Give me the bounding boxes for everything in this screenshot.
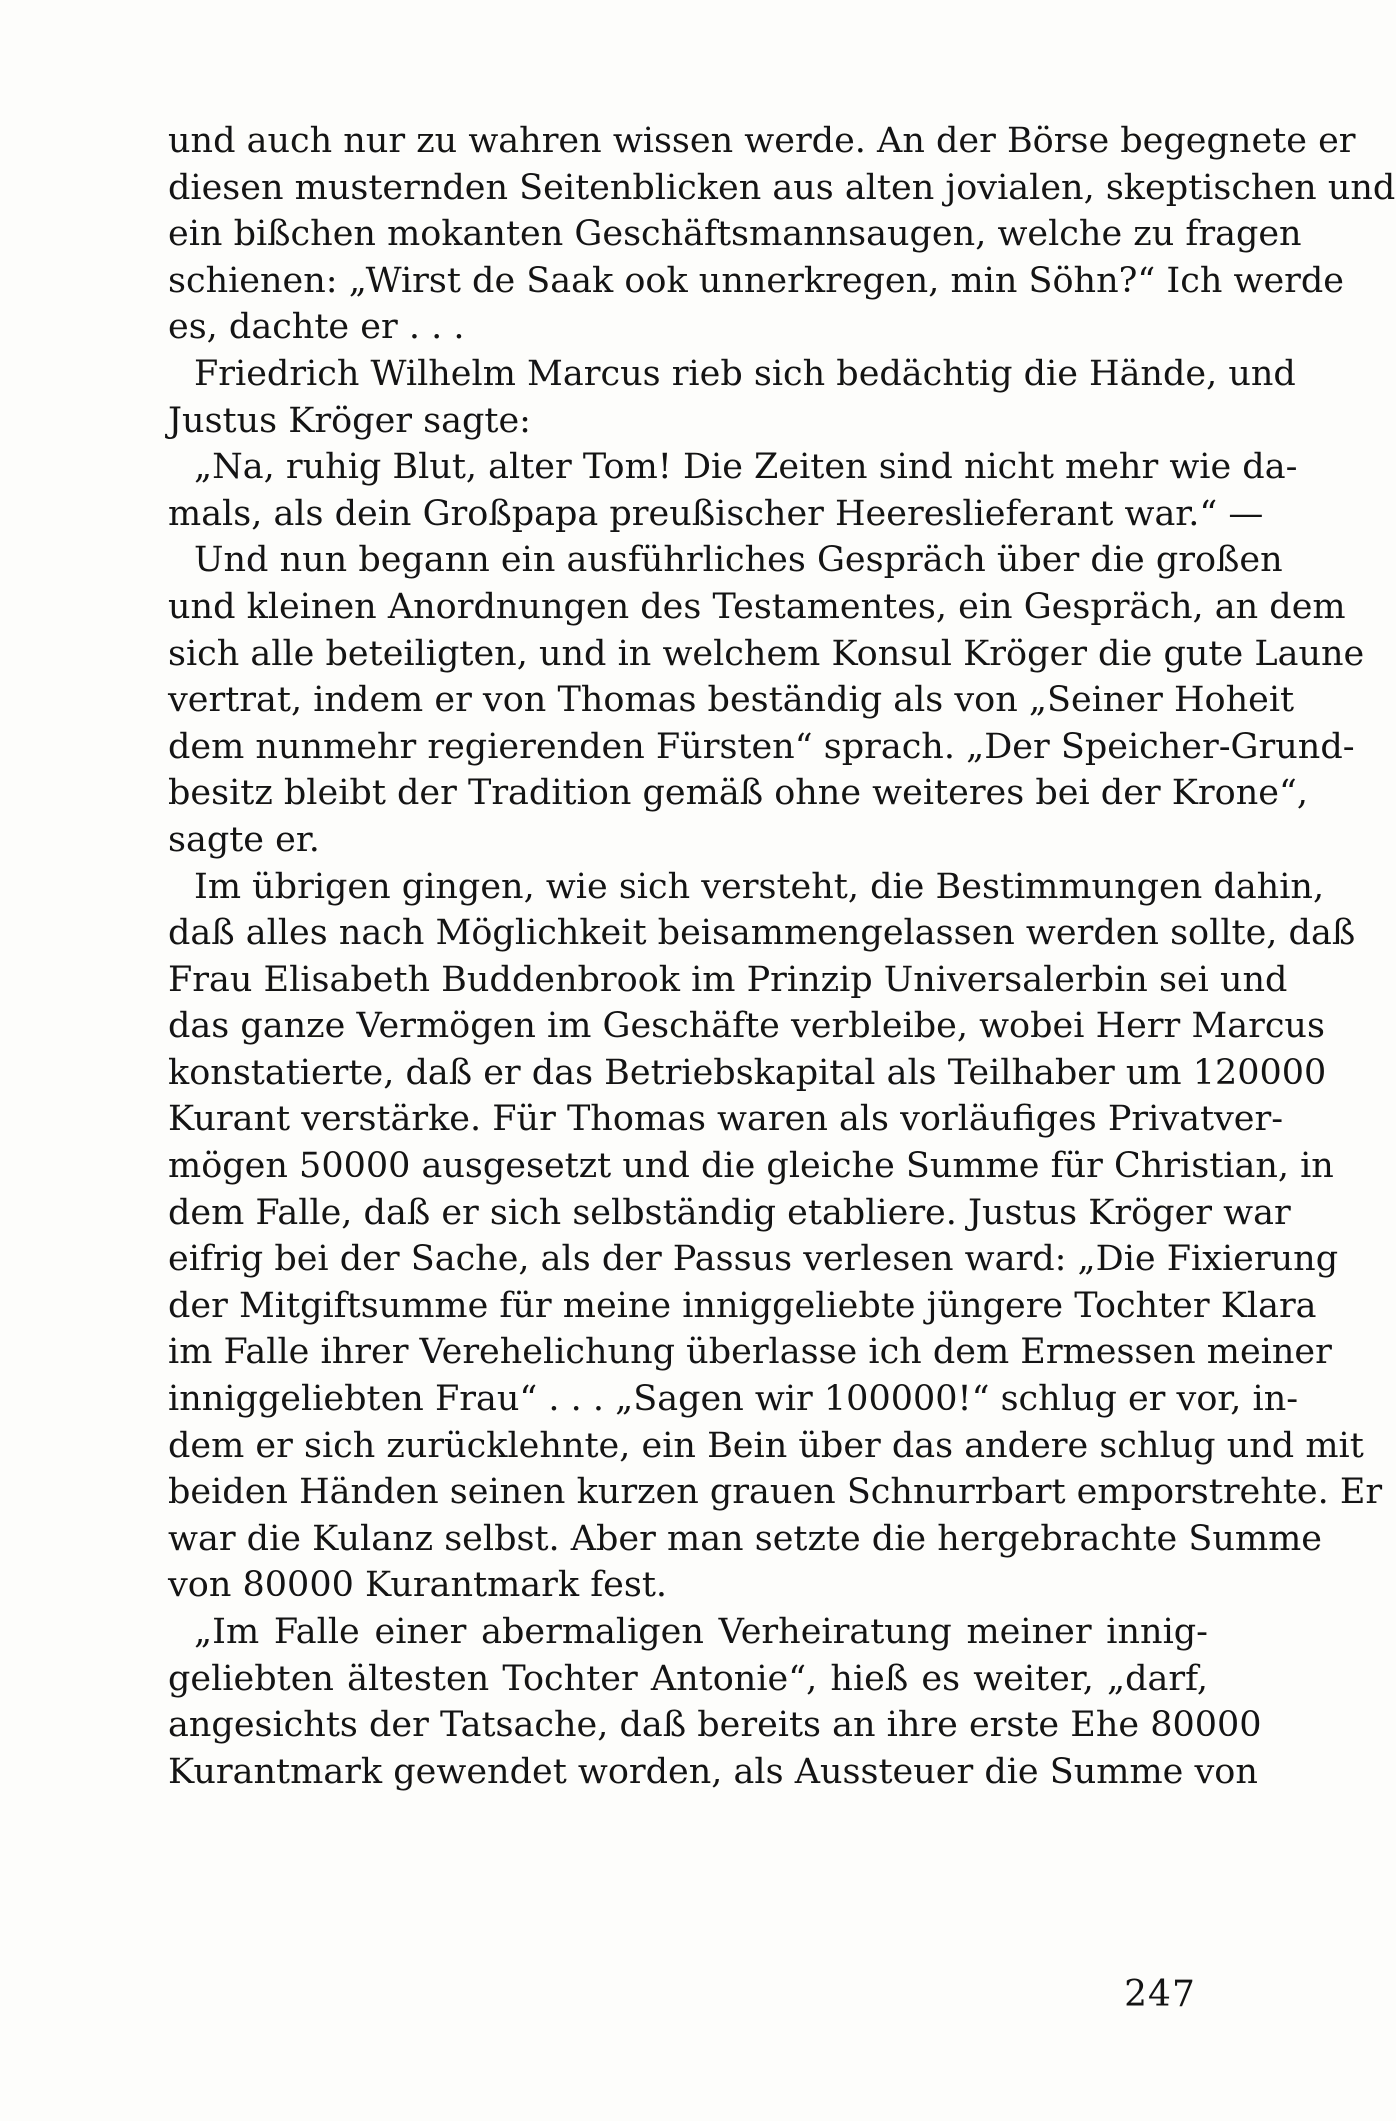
text-line: daß alles nach Möglichkeit beisammengelassen werden sollte, daß	[168, 913, 1356, 954]
text-line: von 80000 Kurantmark fest.	[168, 1565, 668, 1606]
text-line: „Na, ruhig Blut, alter Tom! Die Zeiten sind nicht mehr wie da-	[194, 447, 1298, 488]
text-line: Friedrich Wilhelm Marcus rieb sich bedächtig die Hände, und	[194, 353, 1296, 394]
text-line: Kurantmark gewendet worden, als Aussteuer die Summe von	[168, 1751, 1258, 1792]
text-line: ein bißchen mokanten Geschäftsmannsaugen, welche zu fragen	[168, 214, 1302, 255]
text-line: Justus Kröger sagte:	[168, 400, 531, 441]
text-line: es, dachte er . . .	[168, 307, 465, 348]
text-line: dem er sich zurücklehnte, ein Bein über das andere schlug und mit	[168, 1425, 1364, 1466]
text-line: war die Kulanz selbst. Aber man setzte die hergebrachte Summe	[168, 1518, 1323, 1559]
text-line: schienen: „Wirst de Saak ook unnerkregen, min Söhn?“ Ich werde	[168, 260, 1345, 301]
text-line: Frau Elisabeth Buddenbrook im Prinzip Universalerbin sei und	[168, 959, 1288, 1000]
text-line: der Mitgiftsumme für meine inniggeliebte jüngere Tochter Klara	[168, 1285, 1317, 1326]
text-line: Kurant verstärke. Für Thomas waren als vorläufiges Privatver-	[168, 1099, 1284, 1140]
text-line: sagte er.	[168, 819, 320, 860]
text-line: beiden Händen seinen kurzen grauen Schnurrbart emporstrehte. Er	[168, 1472, 1383, 1513]
text-line: mögen 50000 ausgesetzt und die gleiche Summe für Christian, in	[168, 1146, 1334, 1187]
text-line: Im übrigen gingen, wie sich versteht, die Bestimmungen dahin,	[194, 866, 1325, 907]
text-line: mals, als dein Großpapa preußischer Heereslieferant war.“ —	[168, 493, 1264, 534]
text-line: inniggeliebten Frau“ . . . „Sagen wir 100000!“ schlug er vor, in-	[168, 1379, 1299, 1420]
text-line: und auch nur zu wahren wissen werde. An der Börse begegnete er	[168, 121, 1356, 161]
text-line: geliebten ältesten Tochter Antonie“, hieß es weiter, „darf,	[168, 1658, 1208, 1699]
text-line: angesichts der Tatsache, daß bereits an ihre erste Ehe 80000	[168, 1705, 1262, 1746]
text-line: eifrig bei der Sache, als der Passus verlesen ward: „Die Fixierung	[168, 1239, 1339, 1280]
text-line: das ganze Vermögen im Geschäfte verbleibe, wobei Herr Marcus	[168, 1006, 1325, 1047]
text-line: im Falle ihrer Verehelichung überlasse ich dem Ermessen meiner	[168, 1332, 1332, 1373]
text-line: konstatierte, daß er das Betriebskapital als Teilhaber um 120000	[168, 1052, 1327, 1093]
text-line: dem Falle, daß er sich selbständig etabliere. Justus Kröger war	[168, 1192, 1291, 1233]
text-line: diesen musternden Seitenblicken aus alten jovialen, skeptischen und	[168, 167, 1396, 208]
text-line: besitz bleibt der Tradition gemäß ohne weiteres bei der Krone“,	[168, 773, 1308, 814]
text-line: sich alle beteiligten, und in welchem Konsul Kröger die gute Laune	[168, 633, 1365, 674]
page-number: 247	[1124, 1974, 1196, 2015]
text-line: „Im Falle einer abermaligen Verheiratung meiner innig-	[194, 1612, 1208, 1652]
page-body-text	[168, 118, 1396, 1795]
text-line: und kleinen Anordnungen des Testamentes, ein Gespräch, an dem	[168, 586, 1346, 627]
text-line: vertrat, indem er von Thomas beständig als von „Seiner Hoheit	[168, 680, 1295, 721]
text-line: dem nunmehr regierenden Fürsten“ sprach. „Der Speicher-Grund-	[168, 726, 1355, 767]
text-line: Und nun begann ein ausführliches Gespräch über die großen	[194, 540, 1283, 581]
